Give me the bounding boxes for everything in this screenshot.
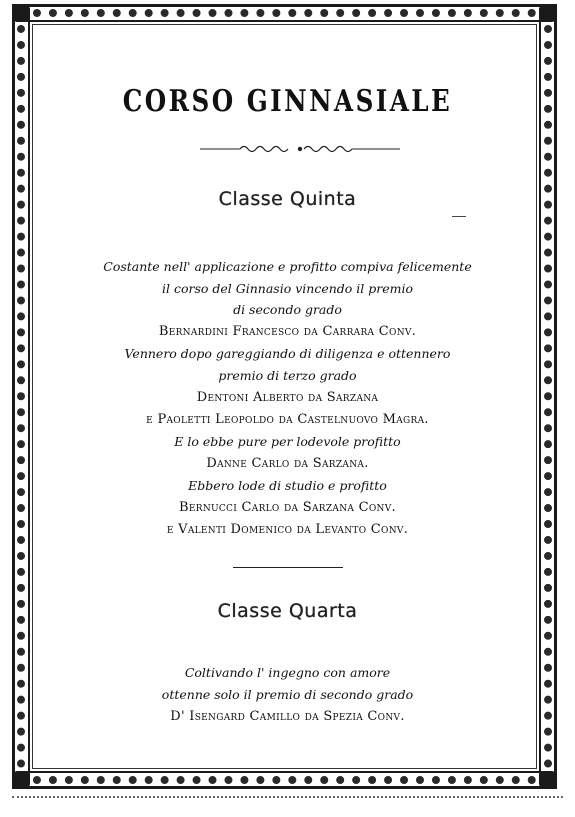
- text-line: ottenne solo il premio di secondo grado: [161, 687, 414, 702]
- section-heading-classe-quinta: Classe Quinta: [218, 188, 357, 210]
- student-name-line: Danne Carlo da Sarzana.: [206, 456, 369, 471]
- text-line: di secondo grado: [233, 302, 342, 317]
- student-name-line: Dentoni Alberto da Sarzana: [196, 390, 379, 405]
- student-name-line: Bernucci Carlo da Sarzana Conv.: [179, 500, 396, 515]
- corner-ornament-bottom-right: [539, 771, 555, 787]
- stray-mark: [452, 216, 466, 217]
- page-title: CORSO GINNASIALE: [122, 84, 453, 119]
- text-line: Coltivando l' ingegno con amore: [184, 665, 391, 680]
- corner-ornament-top-left: [14, 6, 30, 22]
- title-flourish: [200, 144, 400, 154]
- text-line: Vennero dopo gareggiando di diligenza e ottennero: [124, 346, 451, 361]
- section-separator-rule: [233, 567, 343, 568]
- student-name-line: Bernardini Francesco da Carrara Conv.: [158, 324, 417, 339]
- text-line: il corso del Ginnasio vincendo il premio: [162, 281, 413, 296]
- text-line: Ebbero lode di studio e profitto: [188, 478, 387, 493]
- bottom-scan-artifact-line: [12, 796, 563, 802]
- text-line: E lo ebbe pure per lodevole profitto: [174, 434, 401, 449]
- corner-ornament-bottom-left: [14, 771, 30, 787]
- student-name-line: e Valenti Domenico da Levanto Conv.: [166, 522, 409, 537]
- section-heading-classe-quarta: Classe Quarta: [217, 600, 358, 622]
- student-name-line: e Paoletti Leopoldo da Castelnuovo Magra.: [146, 412, 429, 427]
- student-name-line: D' Isengard Camillo da Spezia Conv.: [170, 709, 405, 724]
- corner-ornament-top-right: [539, 6, 555, 22]
- text-line: Costante nell' applicazione e profitto compiva felicemente: [103, 259, 472, 274]
- text-line: premio di terzo grado: [218, 368, 357, 383]
